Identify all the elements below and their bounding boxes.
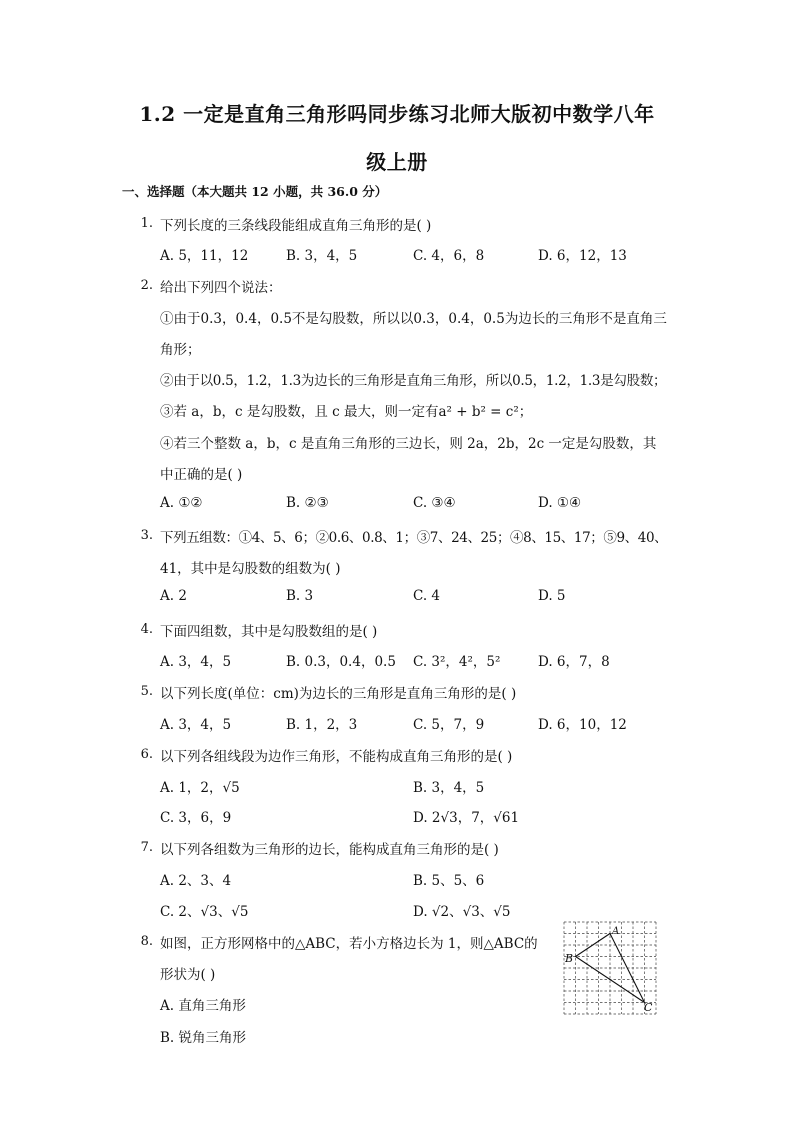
question-text: 如图，正方形网格中的△ABC，若小方格边长为 1，则△ABC的 [160, 936, 538, 952]
option-d: D. 6，10，12 [538, 717, 627, 733]
triangle-grid-figure [562, 920, 658, 1016]
option-a: A. 直角三角形 [160, 998, 246, 1014]
statement-2: ②由于以0.5，1.2，1.3为边长的三角形是直角三角形，所以0.5，1.2，1.3是勾股数； [160, 373, 667, 389]
option-b: B. 3 [286, 588, 314, 604]
question-number: 6. [140, 747, 153, 762]
option-c: C. 3，6，9 [160, 810, 232, 826]
option-c: C. 3²，4²，5² [413, 654, 501, 670]
question-text: 下列五组数：①4、5、6；②0.6、0.8、1；③7、24、25；④8、15、17；⑤9、40、 [160, 530, 668, 546]
section-header: 一、选择题（本大题共 12 小题，共 36.0 分） [122, 184, 388, 199]
option-c: C. 4 [413, 588, 441, 604]
statement-3: ③若 a，b，c 是勾股数，且 c 最大，则一定有a² + b² = c²； [160, 404, 533, 420]
option-d: D. √2、√3、√5 [413, 904, 511, 920]
statement-4-cont: 中正确的是( ) [160, 467, 243, 483]
question-text: 下面四组数，其中是勾股数组的是( ) [160, 624, 378, 640]
option-b: B. 3，4，5 [413, 780, 485, 796]
question-text: 以下列各组数为三角形的边长，能构成直角三角形的是( ) [160, 842, 499, 858]
page-title-line-1: 1.2 一定是直角三角形吗同步练习北师大版初中数学八年 [139, 102, 655, 126]
option-a: A. 5，11，12 [160, 248, 249, 264]
grid-lines [564, 922, 656, 1014]
question-text-cont: 形状为( ) [160, 967, 216, 983]
question-number: 3. [140, 528, 153, 543]
option-a: A. 3，4，5 [160, 717, 232, 733]
option-a: A. 2 [160, 588, 187, 604]
option-b: B. ②③ [286, 495, 329, 511]
statement-1-cont: 角形； [160, 342, 201, 358]
vertex-label-c: C [644, 1001, 653, 1014]
option-d: D. 5 [538, 588, 566, 604]
question-text: 给出下列四个说法： [160, 280, 282, 296]
option-b: B. 5、5、6 [413, 873, 485, 889]
option-a: A. 1，2，√5 [160, 780, 240, 796]
question-number: 5. [140, 684, 153, 699]
vertex-label-b: B [565, 952, 574, 965]
option-d: D. 6，7，8 [538, 654, 610, 670]
option-a: A. ①② [160, 495, 203, 511]
question-number: 1. [140, 216, 153, 231]
question-text-cont: 41，其中是勾股数的组数为( ) [160, 561, 341, 577]
question-text: 以下列长度(单位：cm)为边长的三角形是直角三角形的是( ) [160, 686, 517, 702]
option-b: B. 1，2，3 [286, 717, 358, 733]
statement-1: ①由于0.3，0.4，0.5不是勾股数，所以以0.3，0.4，0.5为边长的三角形不是直角三 [160, 311, 667, 327]
question-number: 7. [140, 840, 153, 855]
vertex-label-a: A [612, 926, 620, 937]
question-number: 4. [140, 622, 153, 637]
option-c: C. 2、√3、√5 [160, 904, 249, 920]
option-b: B. 0.3，0.4，0.5 [286, 654, 396, 670]
option-c: C. ③④ [413, 495, 456, 511]
option-b: B. 锐角三角形 [160, 1030, 247, 1046]
question-text: 以下列各组线段为边作三角形，不能构成直角三角形的是( ) [160, 749, 513, 765]
option-d: D. 2√3，7，√61 [413, 810, 520, 826]
option-a: A. 3，4，5 [160, 654, 232, 670]
option-c: C. 4，6，8 [413, 248, 485, 264]
question-text: 下列长度的三条线段能组成直角三角形的是( ) [160, 218, 432, 234]
question-number: 2. [140, 278, 153, 293]
option-d: D. 6，12，13 [538, 248, 627, 264]
option-a: A. 2、3、4 [160, 873, 232, 889]
page-title-line-2: 级上册 [366, 150, 428, 174]
option-c: C. 5，7，9 [413, 717, 485, 733]
option-d: D. ①④ [538, 495, 582, 511]
statement-4: ④若三个整数 a，b，c 是直角三角形的三边长，则 2a，2b，2c 一定是勾股数，其 [160, 436, 657, 452]
question-number: 8. [140, 934, 153, 949]
option-b: B. 3，4，5 [286, 248, 358, 264]
